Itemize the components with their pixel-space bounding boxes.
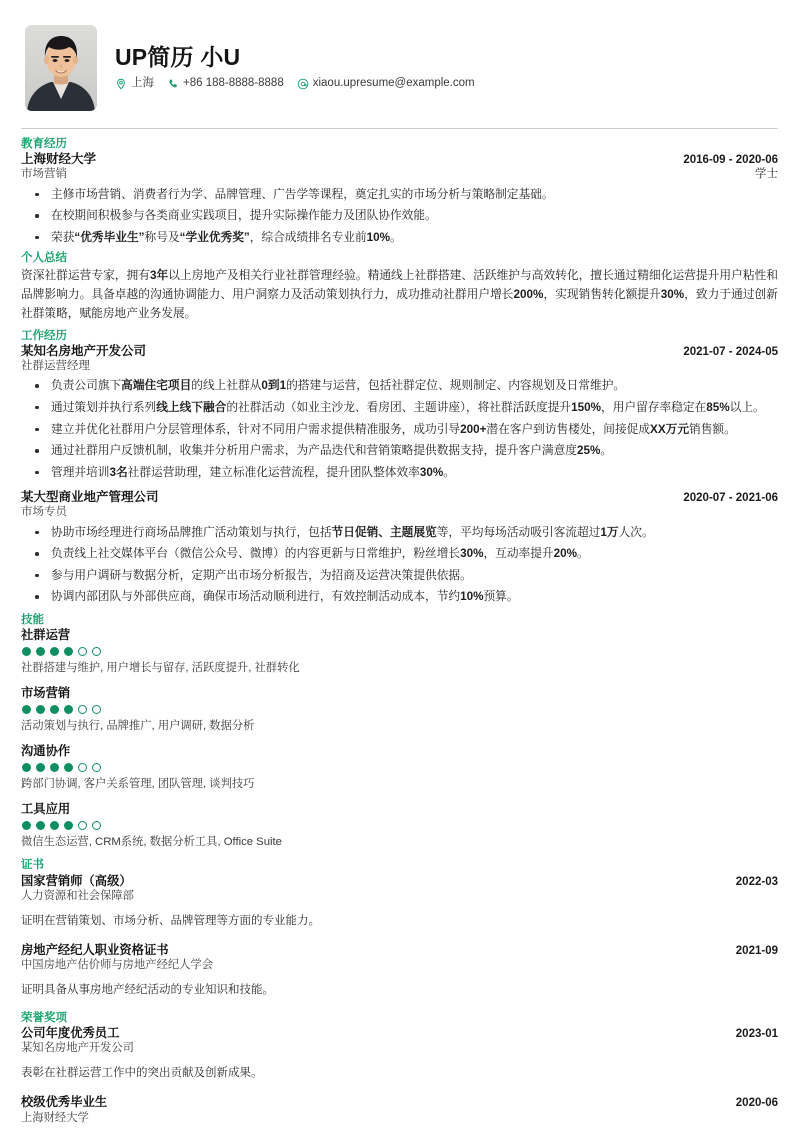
- skill-dot-empty: [78, 821, 87, 830]
- work-role: 社群运营经理: [21, 360, 90, 373]
- list-item: 负责线上社交媒体平台（微信公众号、微博）的内容更新与日常维护，粉丝增长30%，互动率提升20%。: [21, 545, 778, 563]
- skill-name: 工具应用: [21, 801, 71, 816]
- work-role: 市场专员: [21, 506, 67, 519]
- contact-list: [115, 78, 488, 90]
- certificate-item: [21, 943, 778, 998]
- section-title-summary: 个人总结: [21, 252, 67, 265]
- skill-name: 沟通协作: [21, 743, 71, 758]
- education-bullets: [21, 186, 778, 247]
- work-entry: [21, 490, 778, 606]
- list-item: 参与用户调研与数据分析，定期产出市场分析报告，为招商及运营决策提供依据。: [21, 567, 778, 585]
- skill-item: [21, 686, 778, 735]
- skill-dot-filled: [22, 821, 31, 830]
- skill-dot-empty: [78, 705, 87, 714]
- certificate-description: 证明在营销策划、市场分析、品牌管理等方面的专业能力。: [21, 914, 320, 927]
- skill-dot-filled: [36, 763, 45, 772]
- phone-icon: [167, 78, 179, 90]
- contact-location-value: 上海: [131, 77, 154, 90]
- skill-dot-filled: [36, 705, 45, 714]
- header-divider: [21, 128, 778, 129]
- skill-level-rating: [22, 705, 778, 714]
- skill-dot-filled: [50, 763, 59, 772]
- skill-description: 跨部门协调, 客户关系管理, 团队管理, 谈判技巧: [21, 777, 255, 790]
- education-date: 2016-09 - 2020-06: [683, 154, 778, 167]
- certificate-date: 2022-03: [735, 875, 778, 888]
- skill-dot-empty: [92, 763, 101, 772]
- skill-dot-filled: [22, 763, 31, 772]
- honor-issuer: 上海财经大学: [21, 1111, 89, 1124]
- honor-item: [21, 1095, 778, 1125]
- certificates-list: [21, 874, 778, 998]
- work-bullets: [21, 524, 778, 606]
- honor-title: 校级优秀毕业生: [21, 1095, 108, 1110]
- contact-location: [115, 78, 154, 90]
- honor-description: 表彰在社群运营工作中的突出贡献及创新成果。: [21, 1067, 263, 1080]
- honor-item: [21, 1026, 778, 1081]
- skill-description: 社群搭建与维护, 用户增长与留存, 活跃度提升, 社群转化: [21, 662, 300, 675]
- certificate-description: 证明具备从事房地产经纪活动的专业知识和技能。: [21, 983, 274, 996]
- section-skills: [21, 614, 778, 850]
- education-major: 市场营销: [21, 168, 67, 181]
- list-item: 管理并培训3名社群运营助理，建立标准化运营流程，提升团队整体效率30%。: [21, 464, 778, 482]
- identity-block: [115, 46, 488, 90]
- skill-dot-empty: [92, 647, 101, 656]
- section-work: [21, 330, 778, 606]
- section-title-education: 教育经历: [21, 138, 67, 150]
- skill-item: [21, 744, 778, 793]
- section-title-skills: 技能: [21, 613, 44, 626]
- resume-header: [21, 18, 778, 114]
- education-school: 上海财经大学: [21, 152, 97, 167]
- skill-level-rating: [22, 647, 778, 656]
- skill-dot-filled: [36, 821, 45, 830]
- certificate-issuer: 中国房地产估价师与房地产经纪人学会: [21, 959, 214, 972]
- skill-item: [21, 802, 778, 851]
- skills-list: [21, 628, 778, 850]
- certificate-issuer: 人力资源和社会保障部: [21, 889, 134, 902]
- page-title: UP简历 小U: [115, 44, 241, 70]
- section-summary: [21, 252, 778, 323]
- skill-dot-filled: [50, 647, 59, 656]
- list-item: 主修市场营销、消费者行为学、品牌管理、广告学等课程，奠定扎实的市场分析与策略制定基础。: [21, 186, 778, 204]
- skill-dot-filled: [22, 705, 31, 714]
- honor-issuer: 某知名房地产开发公司: [21, 1042, 134, 1055]
- work-bullets: [21, 377, 778, 481]
- work-date: 2020-07 - 2021-06: [683, 492, 778, 505]
- skill-dot-filled: [50, 821, 59, 830]
- list-item: 建立并优化社群用户分层管理体系，针对不同用户需求提供精准服务，成功引导200+潜在客户到访售楼处，间接促成XX万元销售额。: [21, 421, 778, 439]
- contact-phone: [167, 78, 284, 90]
- skill-dot-filled: [64, 647, 73, 656]
- contact-email-value: xiaou.upresume@example.com: [312, 77, 475, 90]
- summary-text: 资深社群运营专家，拥有3年以上房地产及相关行业社群管理经验。精通线上社群搭建、活跃维护与高效转化，擅长通过精细化运营提升用户粘性和品牌影响力。具备卓越的沟通协调能力、用户洞察力及活动策划执行力，成功推动社群用户增长200%，实现销售转化额提升30%，致力于通过创新社群策略，赋能房地产业务发展。: [21, 268, 778, 320]
- section-title-work: 工作经历: [21, 329, 67, 342]
- at-email-icon: [297, 78, 309, 90]
- location-pin-icon: [115, 78, 127, 90]
- section-title-certificates: 证书: [21, 859, 44, 872]
- list-item: 荣获“优秀毕业生”称号及“学业优秀奖”，综合成绩排名专业前10%。: [21, 229, 778, 247]
- list-item: 在校期间积极参与各类商业实践项目，提升实际操作能力及团队协作效能。: [21, 207, 778, 225]
- section-education: [21, 138, 778, 246]
- skill-name: 市场营销: [21, 685, 71, 700]
- honor-date: 2023-01: [735, 1028, 778, 1041]
- skill-dot-empty: [78, 647, 87, 656]
- skill-dot-empty: [92, 705, 101, 714]
- list-item: 协助市场经理进行商场品牌推广活动策划与执行，包括节日促销、主题展览等，平均每场活动吸引客流超过1万人次。: [21, 524, 778, 542]
- skill-description: 活动策划与执行, 品牌推广, 用户调研, 数据分析: [21, 719, 255, 732]
- education-degree: 学士: [755, 168, 778, 181]
- section-title-honors: 荣誉奖项: [21, 1011, 67, 1024]
- section-honors: [21, 1012, 778, 1125]
- honors-list: [21, 1026, 778, 1125]
- work-company: 某知名房地产开发公司: [21, 343, 147, 358]
- skill-name: 社群运营: [21, 628, 71, 643]
- skill-dot-empty: [92, 821, 101, 830]
- contact-phone-value: +86 188-8888-8888: [183, 77, 284, 90]
- avatar: [25, 25, 97, 111]
- list-item: 负责公司旗下高端住宅项目的线上社群从0到1的搭建与运营，包括社群定位、规则制定、内容规划及日常维护。: [21, 377, 778, 395]
- skill-dot-filled: [22, 647, 31, 656]
- skill-dot-filled: [64, 763, 73, 772]
- honor-title: 公司年度优秀员工: [21, 1026, 120, 1041]
- contact-email: [297, 78, 475, 90]
- work-entry: [21, 344, 778, 481]
- skill-item: [21, 628, 778, 677]
- skill-dot-filled: [50, 705, 59, 714]
- certificate-title: 国家营销师（高级）: [21, 873, 132, 888]
- skill-level-rating: [22, 821, 778, 830]
- education-entry: [21, 152, 778, 246]
- list-item: 通过策划并执行系列线上线下融合的社群活动（如业主沙龙、看房团、主题讲座），将社群活跃度提升150%，用户留存率稳定在85%以上。: [21, 399, 778, 417]
- skill-level-rating: [22, 763, 778, 772]
- work-date: 2021-07 - 2024-05: [683, 345, 778, 358]
- skill-dot-empty: [78, 763, 87, 772]
- portrait-photo-icon: [25, 25, 97, 111]
- list-item: 协调内部团队与外部供应商，确保市场活动顺利进行，有效控制活动成本，节约10%预算。: [21, 588, 778, 606]
- list-item: 通过社群用户反馈机制，收集并分析用户需求，为产品迭代和营销策略提供数据支持，提升客户满意度25%。: [21, 442, 778, 460]
- skill-dot-filled: [36, 647, 45, 656]
- certificate-date: 2021-09: [735, 944, 778, 957]
- honor-date: 2020-06: [735, 1097, 778, 1110]
- skill-dot-filled: [64, 705, 73, 714]
- certificate-title: 房地产经纪人职业资格证书: [21, 942, 169, 957]
- section-certificates: [21, 859, 778, 997]
- certificate-item: [21, 874, 778, 929]
- skill-description: 微信生态运营, CRM系统, 数据分析工具, Office Suite: [21, 835, 282, 848]
- skill-dot-filled: [64, 821, 73, 830]
- work-company: 某大型商业地产管理公司: [21, 490, 159, 505]
